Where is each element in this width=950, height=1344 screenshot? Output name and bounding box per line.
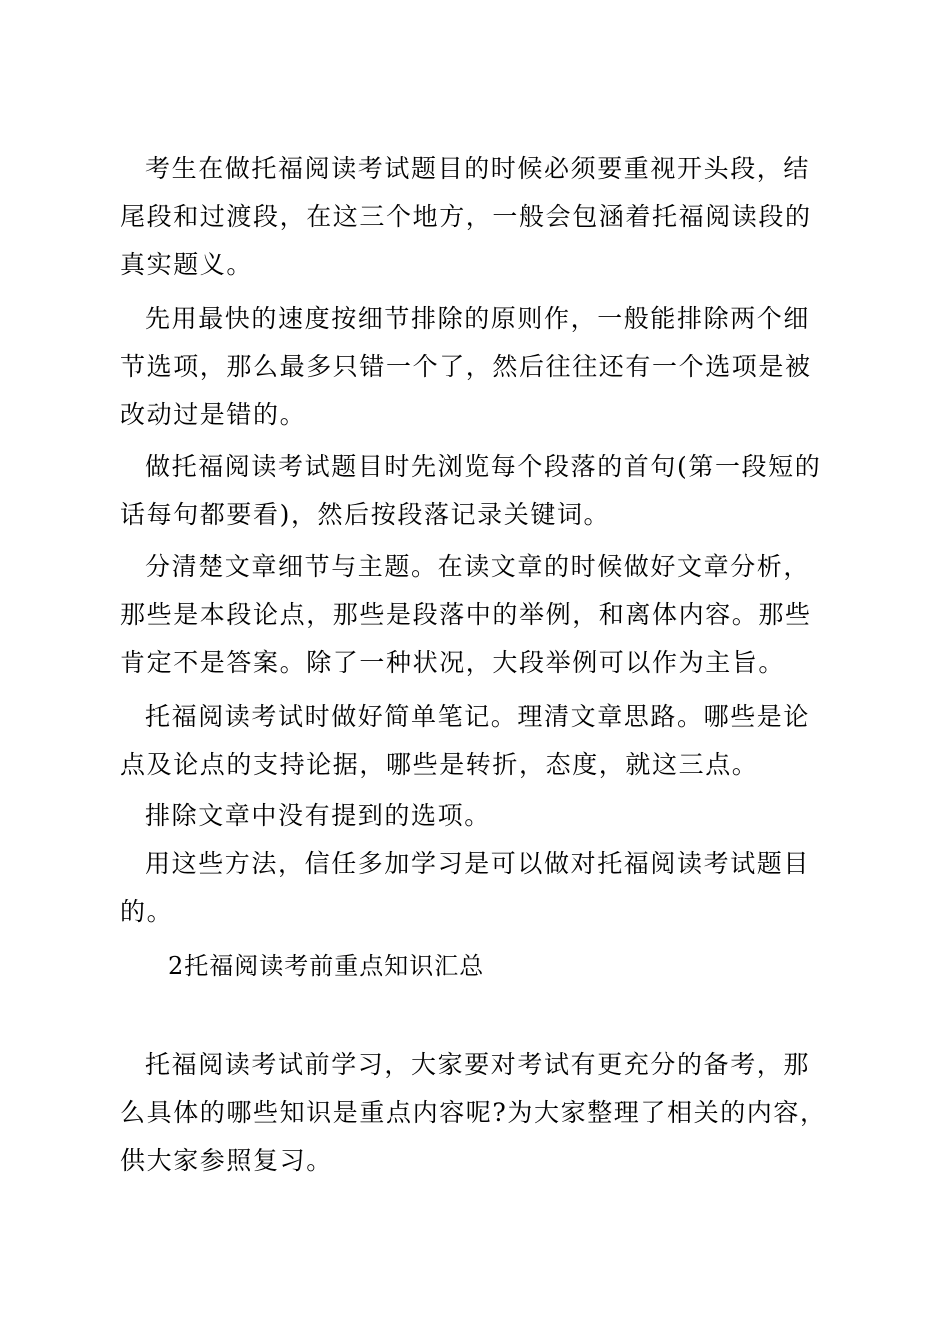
paragraph-7: 用这些方法，信任多加学习是可以做对托福阅读考试题目的。 bbox=[120, 849, 811, 926]
paragraph-5: 托福阅读考试时做好简单笔记。理清文章思路。哪些是论点及论点的支持论据，哪些是转折，态度，就这三点。 bbox=[120, 702, 811, 779]
paragraph-2: 先用最快的速度按细节排除的原则作，一般能排除两个细节选项，那么最多只错一个了，然后往往还有一个选项是被改动过是错的。 bbox=[120, 304, 812, 429]
paragraph-1: 考生在做托福阅读考试题目的时候必须要重视开头段，结尾段和过渡段，在这三个地方，一般会包涵着托福阅读段的真实题义。 bbox=[120, 154, 812, 279]
section-heading: 2托福阅读考前重点知识汇总 bbox=[168, 952, 485, 980]
paragraph-4: 分清楚文章细节与主题。在读文章的时候做好文章分析，那些是本段论点，那些是段落中的举例，和离体内容。那些肯定不是答案。除了一种状况，大段举例可以作为主旨。 bbox=[120, 552, 812, 677]
paragraph-6: 排除文章中没有提到的选项。 bbox=[145, 801, 491, 830]
paragraph-3: 做托福阅读考试题目时先浏览每个段落的首句(第一段短的话每句都要看)，然后按段落记录关键词。 bbox=[120, 452, 822, 529]
closing-paragraph: 托福阅读考试前学习，大家要对考试有更充分的备考，那么具体的哪些知识是重点内容呢?为大家整理了相关的内容，供大家参照复习。 bbox=[120, 1050, 827, 1175]
